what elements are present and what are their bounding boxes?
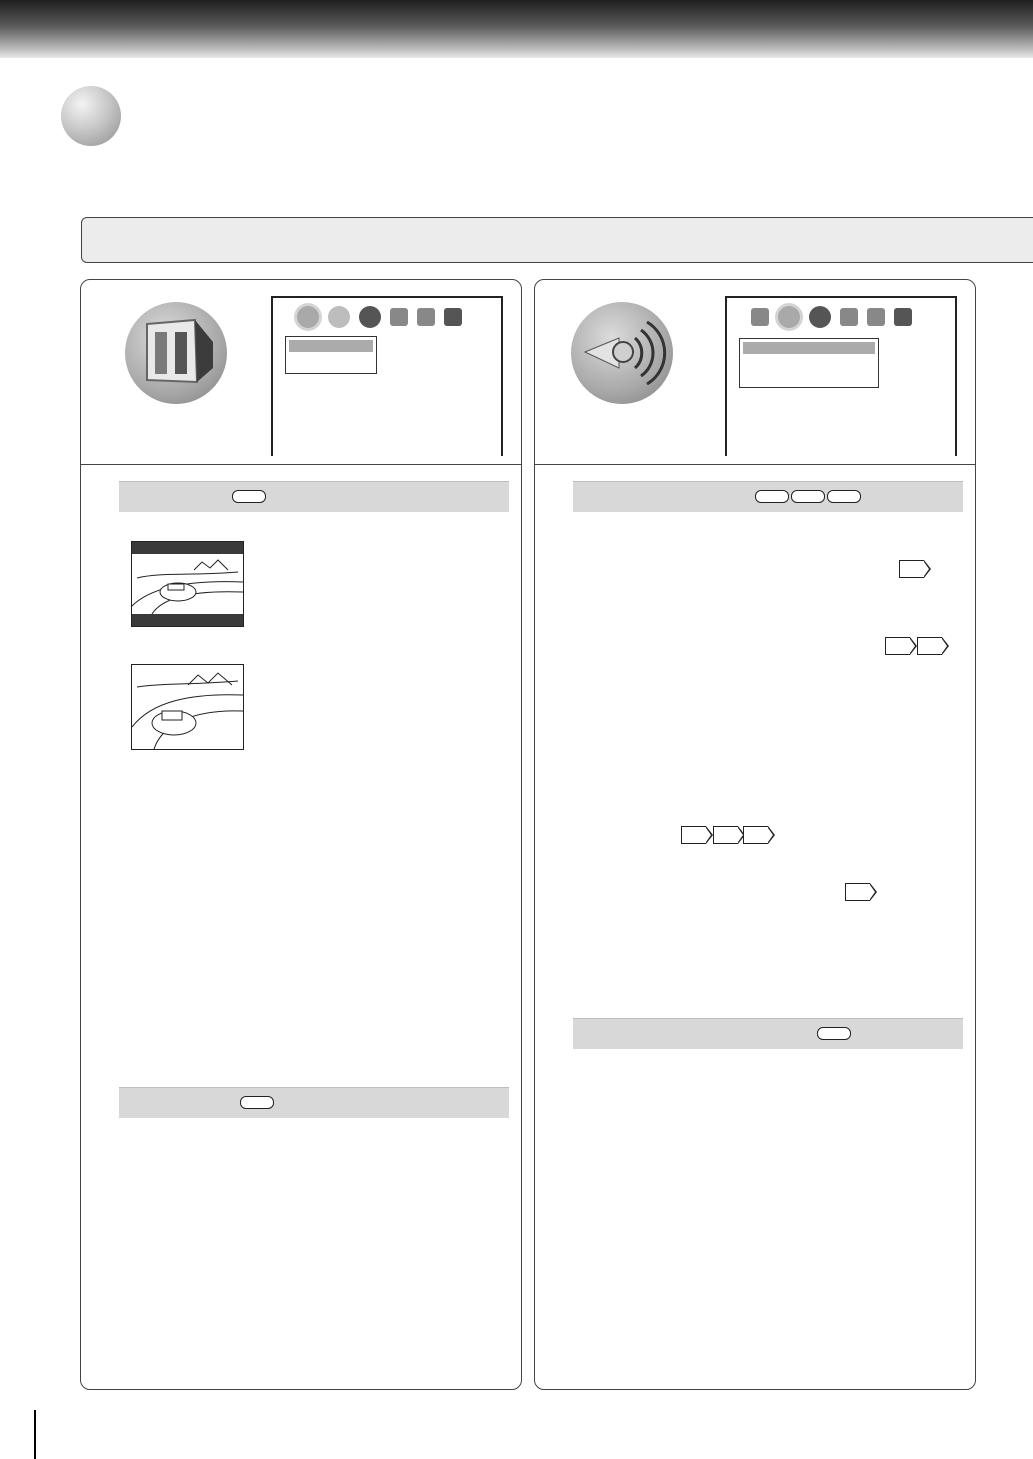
setup-tab-icon[interactable] xyxy=(444,308,462,326)
dvd-badge xyxy=(232,490,266,503)
letterbox-picture xyxy=(131,541,244,627)
page-ref-tag[interactable] xyxy=(885,637,910,655)
osd-menu-screen xyxy=(725,296,957,456)
osd-highlight-row[interactable] xyxy=(289,340,373,352)
language-tab-icon[interactable] xyxy=(390,308,408,326)
page-ref-tag[interactable] xyxy=(845,883,870,901)
page-ref-tag[interactable] xyxy=(743,826,768,844)
picture-tab-icon[interactable] xyxy=(751,308,769,326)
cd-badge xyxy=(827,490,861,503)
page-ref-tag[interactable] xyxy=(713,826,738,844)
disc-tab-icon[interactable] xyxy=(809,306,831,328)
audio-tab-icon[interactable] xyxy=(778,306,800,328)
picture-panel xyxy=(80,279,522,1390)
picture-tab-icon[interactable] xyxy=(297,306,319,328)
page-ref-tag[interactable] xyxy=(917,637,942,655)
panel-divider xyxy=(535,464,975,465)
picture-mode-bar xyxy=(119,1087,509,1118)
header-band xyxy=(0,0,1033,58)
osd-menu-screen xyxy=(271,296,503,456)
audio-tab-icon[interactable] xyxy=(328,306,350,328)
language-tab-icon[interactable] xyxy=(840,308,858,326)
page-ref-tag[interactable] xyxy=(681,826,706,844)
tv-shape-bar xyxy=(119,481,509,512)
panscan-picture xyxy=(131,664,244,750)
parental-tab-icon[interactable] xyxy=(417,308,435,326)
vcd-badge xyxy=(791,490,825,503)
osd-tab-row xyxy=(751,306,912,328)
dvd-badge xyxy=(817,1027,851,1040)
osd-highlight-row[interactable] xyxy=(743,342,875,354)
dvd-badge xyxy=(240,1096,274,1109)
osd-submenu xyxy=(739,338,879,388)
osd-tab-row xyxy=(297,306,462,328)
osd-submenu xyxy=(285,336,377,374)
setup-tab-icon[interactable] xyxy=(894,308,912,326)
speaker-icon xyxy=(571,302,673,404)
section-title-bar xyxy=(81,217,1033,263)
title-bullet-icon xyxy=(61,86,121,146)
dynamic-range-bar xyxy=(573,1018,963,1049)
panel-divider xyxy=(81,464,521,465)
monitor-icon xyxy=(125,302,227,404)
parental-tab-icon[interactable] xyxy=(867,308,885,326)
page-ref-tag[interactable] xyxy=(899,560,924,578)
disc-tab-icon[interactable] xyxy=(359,306,381,328)
audio-panel xyxy=(534,279,976,1390)
dvd-badge xyxy=(755,490,789,503)
page-edge-mark xyxy=(34,1410,36,1459)
digital-output-bar xyxy=(573,481,963,512)
